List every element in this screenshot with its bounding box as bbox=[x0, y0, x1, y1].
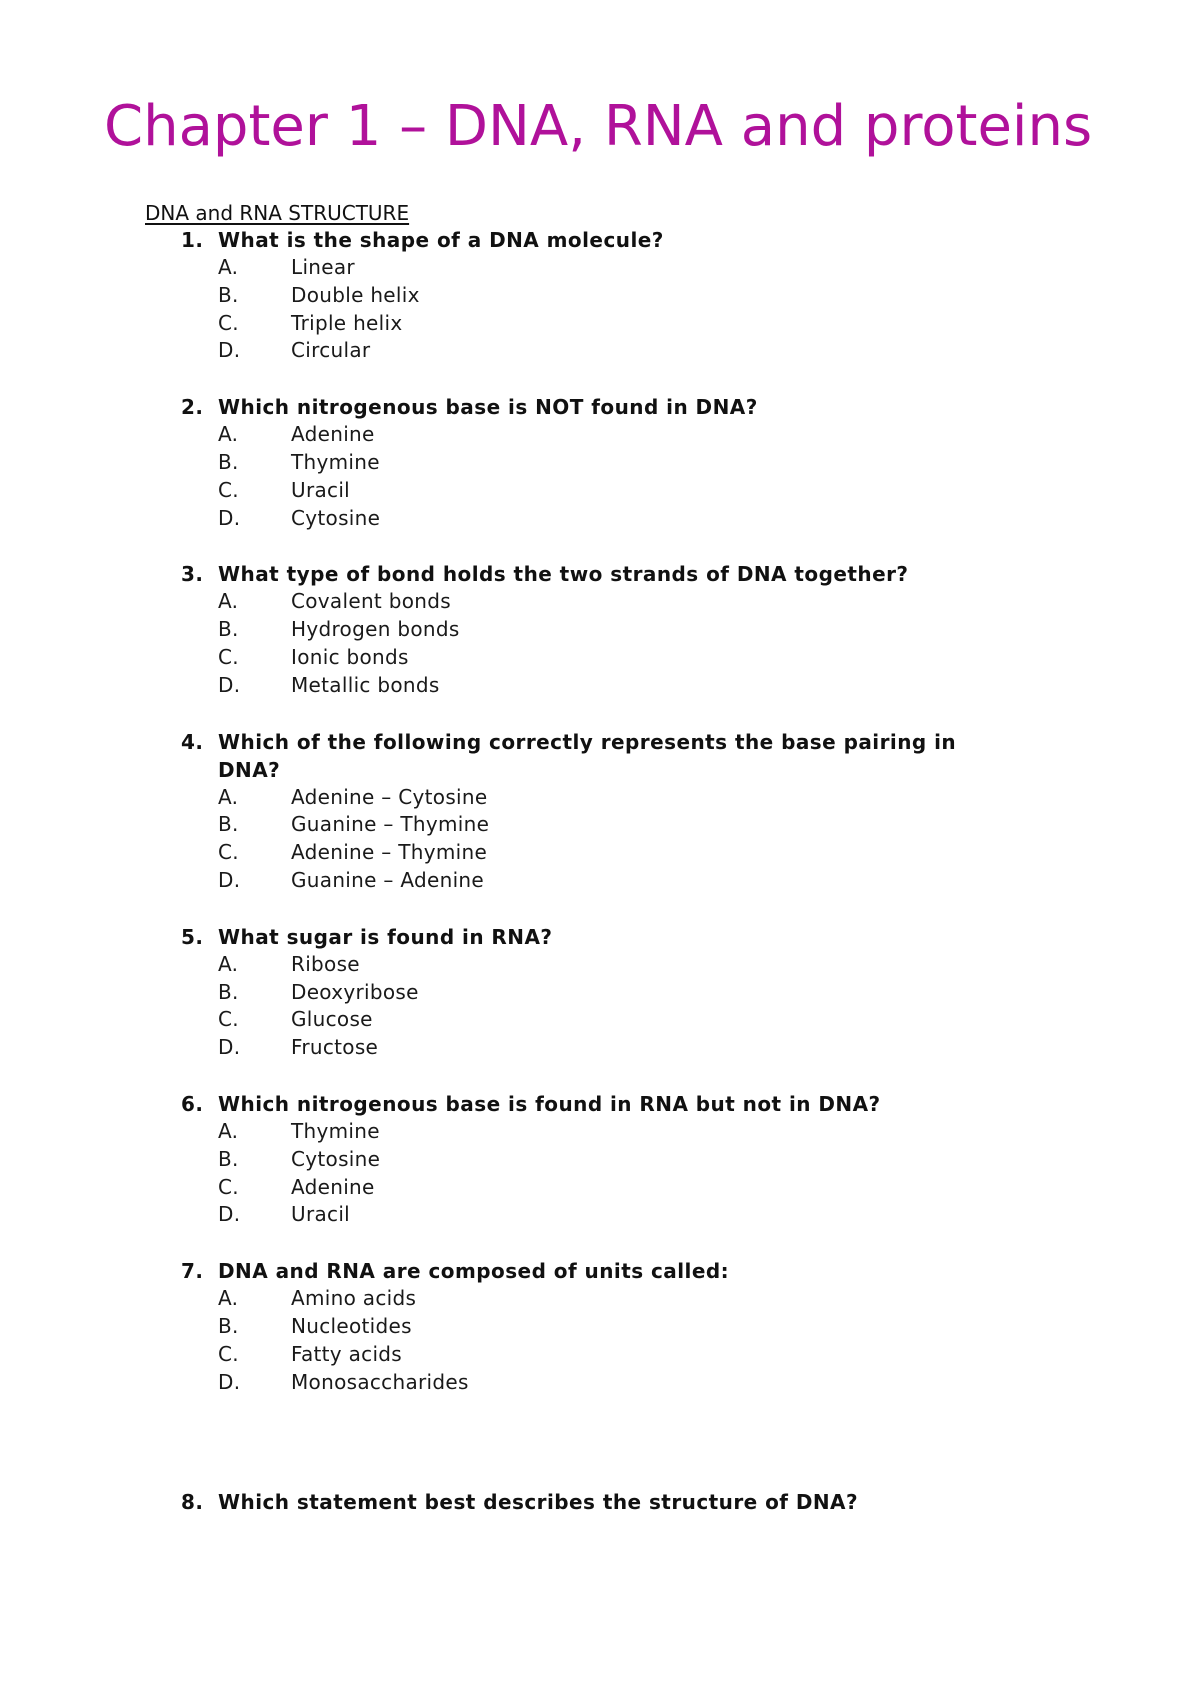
option-letter: C. bbox=[218, 477, 239, 502]
answer-options bbox=[0, 1118, 1200, 1229]
question-text: Which nitrogenous base is found in RNA but not in DNA? bbox=[218, 1091, 881, 1116]
answer-option bbox=[0, 1034, 1200, 1062]
answer-options bbox=[0, 421, 1200, 532]
question-heading bbox=[0, 1090, 1200, 1118]
answer-option bbox=[0, 282, 1200, 310]
question-heading bbox=[0, 1257, 1200, 1285]
answer-option bbox=[0, 784, 1200, 812]
option-text: Cytosine bbox=[291, 1146, 381, 1171]
option-letter: D. bbox=[218, 672, 241, 697]
answer-option bbox=[0, 867, 1200, 895]
option-letter: C. bbox=[218, 1341, 239, 1366]
option-text: Uracil bbox=[291, 1202, 351, 1227]
answer-option bbox=[0, 672, 1200, 700]
question-1 bbox=[0, 226, 1200, 365]
option-text: Nucleotides bbox=[291, 1313, 412, 1338]
option-text: Adenine bbox=[291, 1174, 375, 1199]
question-text: Which of the following correctly represents the base pairing in DNA? bbox=[218, 729, 957, 782]
answer-option bbox=[0, 979, 1200, 1007]
option-text: Amino acids bbox=[291, 1286, 417, 1311]
option-text: Hydrogen bonds bbox=[291, 617, 460, 642]
answer-option bbox=[0, 644, 1200, 672]
question-heading bbox=[0, 923, 1200, 951]
answer-option bbox=[0, 1285, 1200, 1313]
option-letter: A. bbox=[218, 951, 239, 976]
question-number: 3. bbox=[181, 562, 204, 587]
option-letter: A. bbox=[218, 589, 239, 614]
question-heading bbox=[0, 728, 1200, 784]
option-text: Adenine – Cytosine bbox=[291, 784, 488, 809]
question-number: 8. bbox=[181, 1490, 204, 1515]
question-number: 1. bbox=[181, 228, 204, 252]
question-text: DNA and RNA are composed of units called: bbox=[218, 1259, 730, 1284]
option-letter: C. bbox=[218, 644, 239, 669]
answer-option bbox=[0, 254, 1200, 282]
option-letter: A. bbox=[218, 784, 239, 809]
answer-option bbox=[0, 477, 1200, 505]
answer-option bbox=[0, 616, 1200, 644]
section-heading: DNA and RNA STRUCTURE bbox=[145, 201, 410, 225]
option-text: Covalent bonds bbox=[291, 589, 451, 614]
option-letter: D. bbox=[218, 338, 241, 363]
question-3 bbox=[0, 560, 1200, 699]
option-letter: B. bbox=[218, 1313, 239, 1338]
answer-option bbox=[0, 337, 1200, 365]
option-text: Ribose bbox=[291, 951, 360, 976]
option-letter: A. bbox=[218, 422, 239, 447]
answer-options bbox=[0, 1285, 1200, 1396]
answer-option bbox=[0, 421, 1200, 449]
question-2 bbox=[0, 393, 1200, 532]
question-text: Which nitrogenous base is NOT found in DNA? bbox=[218, 395, 758, 420]
answer-options bbox=[0, 784, 1200, 895]
option-text: Adenine bbox=[291, 422, 375, 447]
option-letter: B. bbox=[218, 812, 239, 837]
question-7 bbox=[0, 1257, 1200, 1396]
option-letter: C. bbox=[218, 1007, 239, 1032]
option-text: Triple helix bbox=[291, 310, 403, 335]
option-letter: C. bbox=[218, 840, 239, 865]
question-4 bbox=[0, 728, 1200, 895]
answer-option bbox=[0, 951, 1200, 979]
option-text: Cytosine bbox=[291, 505, 381, 530]
chapter-title: Chapter 1 – DNA, RNA and proteins bbox=[104, 94, 1093, 159]
option-letter: C. bbox=[218, 310, 239, 335]
answer-options bbox=[0, 951, 1200, 1062]
answer-option bbox=[0, 1201, 1200, 1229]
answer-options bbox=[0, 254, 1200, 365]
question-number: 4. bbox=[181, 729, 204, 754]
answer-option bbox=[0, 839, 1200, 867]
question-number: 5. bbox=[181, 924, 204, 949]
option-text: Circular bbox=[291, 338, 371, 363]
option-text: Adenine – Thymine bbox=[291, 840, 488, 865]
option-letter: B. bbox=[218, 617, 239, 642]
option-letter: C. bbox=[218, 1174, 239, 1199]
option-letter: B. bbox=[218, 282, 239, 307]
option-text: Monosaccharides bbox=[291, 1369, 469, 1394]
answer-option bbox=[0, 1006, 1200, 1034]
option-text: Glucose bbox=[291, 1007, 373, 1032]
option-text: Guanine – Thymine bbox=[291, 812, 490, 837]
question-5 bbox=[0, 923, 1200, 1062]
question-heading bbox=[0, 226, 1200, 254]
answer-option bbox=[0, 449, 1200, 477]
option-text: Fatty acids bbox=[291, 1341, 403, 1366]
option-letter: B. bbox=[218, 1146, 239, 1171]
question-text: Which statement best describes the structure of DNA? bbox=[218, 1490, 859, 1515]
option-letter: B. bbox=[218, 449, 239, 474]
option-letter: A. bbox=[218, 255, 239, 279]
question-heading bbox=[0, 1488, 1200, 1516]
question-text: What is the shape of a DNA molecule? bbox=[218, 228, 664, 252]
option-letter: D. bbox=[218, 505, 241, 530]
question-8 bbox=[0, 1488, 1200, 1516]
option-text: Deoxyribose bbox=[291, 979, 419, 1004]
option-letter: D. bbox=[218, 1369, 241, 1394]
answer-option bbox=[0, 1341, 1200, 1369]
answer-options bbox=[0, 588, 1200, 699]
option-letter: B. bbox=[218, 979, 239, 1004]
option-text: Guanine – Adenine bbox=[291, 867, 485, 892]
question-6 bbox=[0, 1090, 1200, 1229]
option-text: Linear bbox=[291, 255, 355, 279]
option-text: Fructose bbox=[291, 1035, 379, 1060]
question-number: 6. bbox=[181, 1091, 204, 1116]
answer-option bbox=[0, 811, 1200, 839]
option-text: Uracil bbox=[291, 477, 351, 502]
question-list bbox=[0, 226, 1200, 1544]
answer-option bbox=[0, 588, 1200, 616]
option-text: Ionic bonds bbox=[291, 644, 409, 669]
option-letter: D. bbox=[218, 1035, 241, 1060]
answer-option bbox=[0, 1118, 1200, 1146]
question-number: 7. bbox=[181, 1259, 204, 1284]
option-letter: A. bbox=[218, 1118, 239, 1143]
option-letter: D. bbox=[218, 867, 241, 892]
question-text: What sugar is found in RNA? bbox=[218, 924, 553, 949]
answer-option bbox=[0, 1174, 1200, 1202]
option-text: Thymine bbox=[291, 449, 380, 474]
option-text: Metallic bonds bbox=[291, 672, 440, 697]
answer-option bbox=[0, 1313, 1200, 1341]
question-heading bbox=[0, 560, 1200, 588]
answer-option bbox=[0, 1369, 1200, 1397]
question-number: 2. bbox=[181, 395, 204, 420]
answer-option bbox=[0, 310, 1200, 338]
option-letter: A. bbox=[218, 1286, 239, 1311]
answer-option bbox=[0, 505, 1200, 533]
option-text: Thymine bbox=[291, 1118, 380, 1143]
option-text: Double helix bbox=[291, 282, 420, 307]
question-heading bbox=[0, 393, 1200, 421]
question-text: What type of bond holds the two strands of DNA together? bbox=[218, 562, 909, 587]
option-letter: D. bbox=[218, 1202, 241, 1227]
answer-option bbox=[0, 1146, 1200, 1174]
